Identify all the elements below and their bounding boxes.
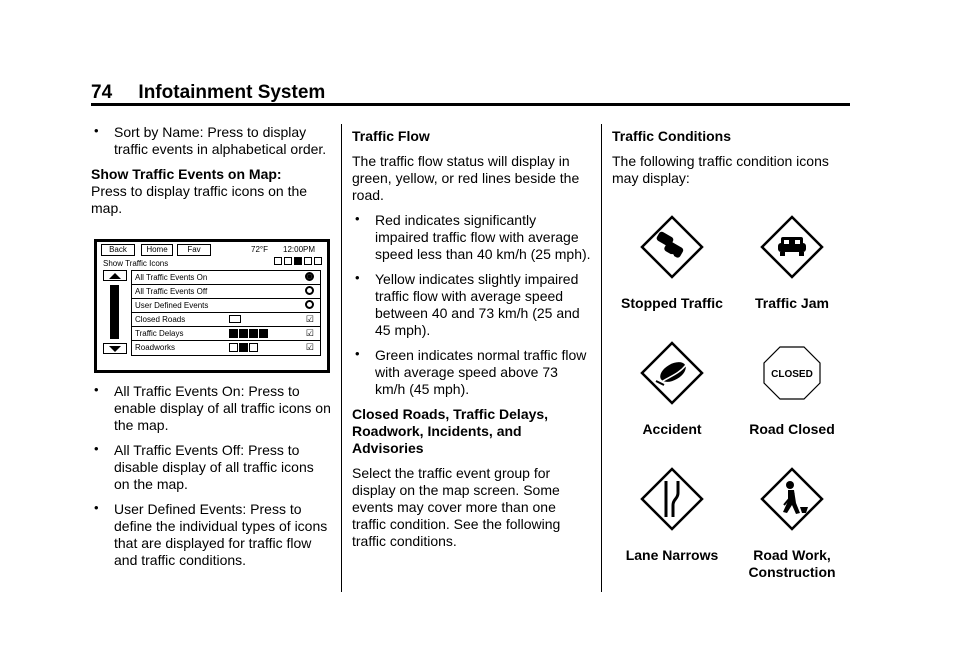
sign-label: Road Closed [749,421,835,437]
user-defined-bullet: • User Defined Events: Press to define the individual types of icons that are displayed for traffic flow and traffic conditions. [91,501,331,569]
sign-road-work [732,467,852,581]
lane-narrows-icon [640,467,704,531]
traffic-jam-icon [760,215,824,279]
list-item-traffic-delays[interactable] [132,327,320,341]
header-rule [91,103,850,106]
sign-lane-narrows [612,467,732,564]
sort-by-name-bullet: • Sort by Name: Press to display traffic events in alphabetical order. [91,124,331,158]
column-left [91,124,331,577]
list-item-label: All Traffic Events On [135,273,208,282]
column-middle [352,128,592,558]
sign-label: Lane Narrows [625,547,719,563]
road-closed-icon [760,341,824,405]
all-on-bullet: • All Traffic Events On: Press to enable display of all traffic icons on the map. [91,383,331,434]
list-item-label: All Traffic Events Off [135,287,208,296]
status-icon [294,257,302,265]
status-icon [314,257,322,265]
traffic-sign-grid [612,195,852,580]
traffic-conditions-text: The following traffic condition icons may display: [612,153,829,186]
closed-roads-heading: Closed Roads, Traffic Delays, Roadwork, Incidents, and Advisories [352,406,549,456]
closed-sign-text: CLOSED [771,369,813,380]
sign-label: Stopped Traffic [621,295,723,311]
clock-readout: 12:00PM [283,245,316,254]
roadwork-chip-icons [229,343,258,352]
closed-roads-text: Select the traffic event group for display on the map screen. Some events may cover more than one traffic condition. See the following traffic conditions. [352,465,561,549]
list-item-label: Roadworks [135,343,176,352]
list-item-label: Closed Roads [135,315,186,324]
list-item-all-off[interactable] [132,285,320,299]
sign-road-closed [732,341,852,438]
list-item-closed-roads[interactable] [132,313,320,327]
status-icon [304,257,312,265]
status-icons [274,257,322,267]
sign-label: Road Work, Construction [748,547,836,580]
checkbox-checked[interactable]: ☑ [305,342,314,352]
home-button[interactable]: Home [141,244,173,256]
road-work-icon [760,467,824,531]
scroll-thumb[interactable] [110,285,119,339]
accident-icon [640,341,704,405]
page-header [91,82,325,104]
page-number: 74 [91,82,113,103]
all-off-bullet: • All Traffic Events Off: Press to disable display of all traffic icons on the map. [91,442,331,493]
list-item-roadworks[interactable] [132,341,320,355]
scroll-down-button[interactable] [103,343,127,354]
yellow-flow-bullet: • Yellow indicates slightly impaired traffic flow with average speed between 40 and 73 km/h (25 and 45 mph). [352,271,592,339]
checkbox-checked[interactable]: ☑ [305,314,314,324]
radio-unselected[interactable] [305,300,314,312]
sign-label: Traffic Jam [755,295,829,311]
show-traffic-icons-screen [94,239,330,373]
back-button[interactable]: Back [101,244,135,256]
radio-selected[interactable] [305,272,314,284]
temperature-readout: 72°F [251,245,268,254]
screen-title: Show Traffic Icons [103,259,169,268]
traffic-flow-text: The traffic flow status will display in green, yellow, or red lines beside the road. [352,153,580,203]
list-item-label: Traffic Delays [135,329,184,338]
show-events-paragraph [91,166,331,217]
traffic-event-list [131,270,321,356]
show-events-text: Press to display traffic icons on the map. [91,183,308,216]
red-flow-bullet: • Red indicates significantly impaired traffic flow with average speed less than 40 km/h (25 mph). [352,212,592,263]
status-icon [284,257,292,265]
green-flow-bullet: • Green indicates normal traffic flow with average speed above 73 km/h (45 mph). [352,347,592,398]
fav-button[interactable]: Fav [177,244,211,256]
closed-road-chip-icon [229,315,241,323]
sign-label: Accident [642,421,702,437]
column-right [612,128,852,580]
list-scrollbar[interactable] [103,270,127,354]
column-divider [601,124,602,592]
sign-stopped-traffic [612,215,732,312]
triangle-down-icon [109,346,121,352]
delay-chip-icons [229,329,268,338]
traffic-conditions-heading: Traffic Conditions [612,128,731,144]
list-item-label: User Defined Events [135,301,209,310]
screen-topbar [99,244,325,257]
sign-traffic-jam [732,215,852,312]
section-title: Infotainment System [138,82,326,103]
stopped-traffic-icon [640,215,704,279]
column-divider [341,124,342,592]
list-item-user-defined[interactable] [132,299,320,313]
show-events-heading: Show Traffic Events on Map: [91,166,282,182]
list-item-all-on[interactable] [132,271,320,285]
traffic-flow-heading: Traffic Flow [352,128,430,144]
sign-accident [612,341,732,438]
triangle-up-icon [109,273,121,279]
radio-unselected[interactable] [305,286,314,298]
checkbox-checked[interactable]: ☑ [305,328,314,338]
scroll-up-button[interactable] [103,270,127,281]
status-icon [274,257,282,265]
